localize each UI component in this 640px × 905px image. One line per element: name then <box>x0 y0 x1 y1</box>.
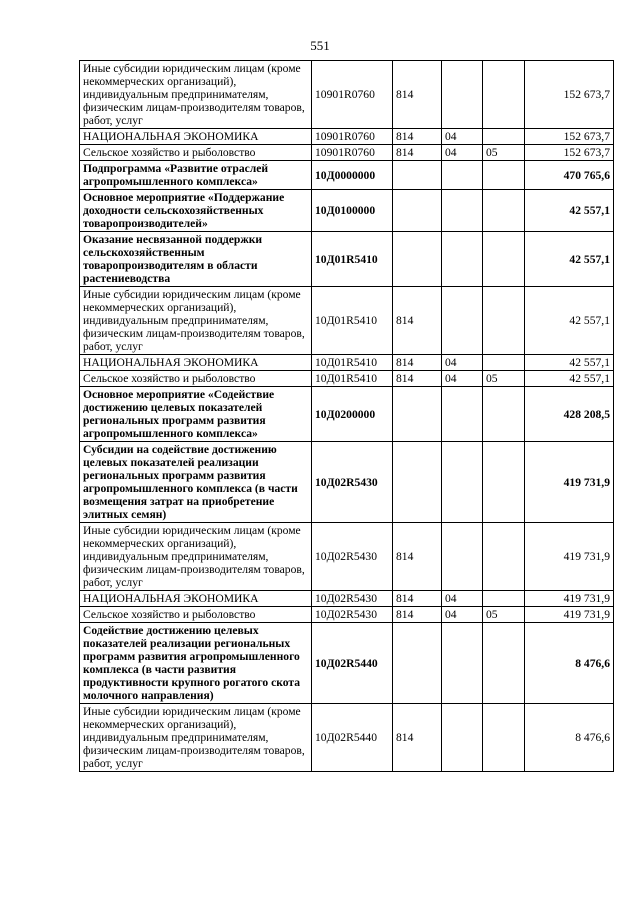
table-row <box>80 61 614 129</box>
row-name-cell: НАЦИОНАЛЬНАЯ ЭКОНОМИКА <box>80 129 312 145</box>
amount-cell: 152 673,7 <box>525 129 614 145</box>
table-row <box>80 387 614 442</box>
section-code-cell <box>442 623 483 704</box>
amount-cell: 42 557,1 <box>525 287 614 355</box>
target-code-cell: 10Д0000000 <box>312 161 393 190</box>
section-code-cell <box>442 61 483 129</box>
row-name-cell: Оказание несвязанной поддержки сельскохозяйственным товаропроизводителям в области растениеводства <box>80 232 312 287</box>
row-name-cell: Иные субсидии юридическим лицам (кроме некоммерческих организаций), индивидуальным предпринимателям, физическим лицам-производителям товаров, работ, услуг <box>80 704 312 772</box>
department-code-cell: 814 <box>393 61 442 129</box>
subsection-code-cell <box>483 232 525 287</box>
row-name-cell: Подпрограмма «Развитие отраслей агропромышленного комплекса» <box>80 161 312 190</box>
table-row <box>80 442 614 523</box>
subsection-code-cell <box>483 61 525 129</box>
subsection-code-cell <box>483 387 525 442</box>
section-code-cell <box>442 232 483 287</box>
section-code-cell <box>442 161 483 190</box>
row-name-cell: НАЦИОНАЛЬНАЯ ЭКОНОМИКА <box>80 591 312 607</box>
row-name-cell: Основное мероприятие «Содействие достижению целевых показателей региональных программ развития агропромышленного комплекса» <box>80 387 312 442</box>
department-code-cell <box>393 232 442 287</box>
subsection-code-cell <box>483 591 525 607</box>
amount-cell: 42 557,1 <box>525 355 614 371</box>
subsection-code-cell: 05 <box>483 607 525 623</box>
subsection-code-cell <box>483 623 525 704</box>
subsection-code-cell <box>483 161 525 190</box>
subsection-code-cell <box>483 704 525 772</box>
row-name-cell: Содействие достижению целевых показателей реализации региональных программ развития агропромышленного комплекса (в части развития продуктивности крупного рогатого скота молочного направления) <box>80 623 312 704</box>
table-row <box>80 287 614 355</box>
department-code-cell: 814 <box>393 371 442 387</box>
subsection-code-cell <box>483 523 525 591</box>
section-code-cell: 04 <box>442 371 483 387</box>
section-code-cell <box>442 523 483 591</box>
target-code-cell: 10901R0760 <box>312 129 393 145</box>
section-code-cell <box>442 287 483 355</box>
section-code-cell: 04 <box>442 607 483 623</box>
table-row <box>80 623 614 704</box>
row-name-cell: Сельское хозяйство и рыболовство <box>80 607 312 623</box>
department-code-cell: 814 <box>393 355 442 371</box>
amount-cell: 419 731,9 <box>525 523 614 591</box>
page-number: 551 <box>310 38 330 53</box>
amount-cell: 42 557,1 <box>525 232 614 287</box>
department-code-cell <box>393 442 442 523</box>
target-code-cell: 10Д02R5440 <box>312 704 393 772</box>
row-name-cell: Сельское хозяйство и рыболовство <box>80 371 312 387</box>
amount-cell: 419 731,9 <box>525 591 614 607</box>
target-code-cell: 10Д02R5440 <box>312 623 393 704</box>
section-code-cell <box>442 704 483 772</box>
target-code-cell: 10Д0200000 <box>312 387 393 442</box>
target-code-cell: 10Д02R5430 <box>312 591 393 607</box>
row-name-cell: Сельское хозяйство и рыболовство <box>80 145 312 161</box>
section-code-cell <box>442 190 483 232</box>
amount-cell: 8 476,6 <box>525 623 614 704</box>
subsection-code-cell: 05 <box>483 371 525 387</box>
department-code-cell: 814 <box>393 145 442 161</box>
table-row <box>80 371 614 387</box>
department-code-cell <box>393 387 442 442</box>
department-code-cell: 814 <box>393 607 442 623</box>
target-code-cell: 10Д01R5410 <box>312 355 393 371</box>
row-name-cell: Иные субсидии юридическим лицам (кроме некоммерческих организаций), индивидуальным предпринимателям, физическим лицам-производителям товаров, работ, услуг <box>80 523 312 591</box>
department-code-cell: 814 <box>393 287 442 355</box>
row-name-cell: Иные субсидии юридическим лицам (кроме некоммерческих организаций), индивидуальным предпринимателям, физическим лицам-производителям товаров, работ, услуг <box>80 61 312 129</box>
amount-cell: 152 673,7 <box>525 145 614 161</box>
amount-cell: 8 476,6 <box>525 704 614 772</box>
target-code-cell: 10Д02R5430 <box>312 442 393 523</box>
amount-cell: 42 557,1 <box>525 371 614 387</box>
target-code-cell: 10Д01R5410 <box>312 287 393 355</box>
subsection-code-cell <box>483 355 525 371</box>
subsection-code-cell <box>483 287 525 355</box>
section-code-cell: 04 <box>442 591 483 607</box>
target-code-cell: 10901R0760 <box>312 61 393 129</box>
table-row <box>80 145 614 161</box>
table-row <box>80 523 614 591</box>
row-name-cell: НАЦИОНАЛЬНАЯ ЭКОНОМИКА <box>80 355 312 371</box>
department-code-cell: 814 <box>393 591 442 607</box>
subsection-code-cell: 05 <box>483 145 525 161</box>
budget-table-body <box>80 61 614 772</box>
subsection-code-cell <box>483 190 525 232</box>
table-row <box>80 161 614 190</box>
row-name-cell: Основное мероприятие «Поддержание доходности сельскохозяйственных товаропроизводителей» <box>80 190 312 232</box>
budget-table <box>79 60 614 772</box>
row-name-cell: Иные субсидии юридическим лицам (кроме некоммерческих организаций), индивидуальным предпринимателям, физическим лицам-производителям товаров, работ, услуг <box>80 287 312 355</box>
section-code-cell <box>442 387 483 442</box>
amount-cell: 428 208,5 <box>525 387 614 442</box>
section-code-cell: 04 <box>442 129 483 145</box>
amount-cell: 152 673,7 <box>525 61 614 129</box>
section-code-cell: 04 <box>442 145 483 161</box>
table-row <box>80 704 614 772</box>
section-code-cell <box>442 442 483 523</box>
amount-cell: 419 731,9 <box>525 442 614 523</box>
target-code-cell: 10Д02R5430 <box>312 607 393 623</box>
target-code-cell: 10Д02R5430 <box>312 523 393 591</box>
target-code-cell: 10Д01R5410 <box>312 371 393 387</box>
target-code-cell: 10Д0100000 <box>312 190 393 232</box>
table-row <box>80 607 614 623</box>
department-code-cell <box>393 623 442 704</box>
department-code-cell: 814 <box>393 523 442 591</box>
subsection-code-cell <box>483 442 525 523</box>
department-code-cell: 814 <box>393 704 442 772</box>
subsection-code-cell <box>483 129 525 145</box>
amount-cell: 419 731,9 <box>525 607 614 623</box>
table-row <box>80 355 614 371</box>
amount-cell: 42 557,1 <box>525 190 614 232</box>
table-row <box>80 591 614 607</box>
amount-cell: 470 765,6 <box>525 161 614 190</box>
row-name-cell: Субсидии на содействие достижению целевых показателей реализации региональных программ развития агропромышленного комплекса (в части возмещения затрат на приобретение элитных семян) <box>80 442 312 523</box>
target-code-cell: 10Д01R5410 <box>312 232 393 287</box>
table-row <box>80 129 614 145</box>
table-row <box>80 190 614 232</box>
table-row <box>80 232 614 287</box>
department-code-cell: 814 <box>393 129 442 145</box>
section-code-cell: 04 <box>442 355 483 371</box>
department-code-cell <box>393 190 442 232</box>
department-code-cell <box>393 161 442 190</box>
target-code-cell: 10901R0760 <box>312 145 393 161</box>
